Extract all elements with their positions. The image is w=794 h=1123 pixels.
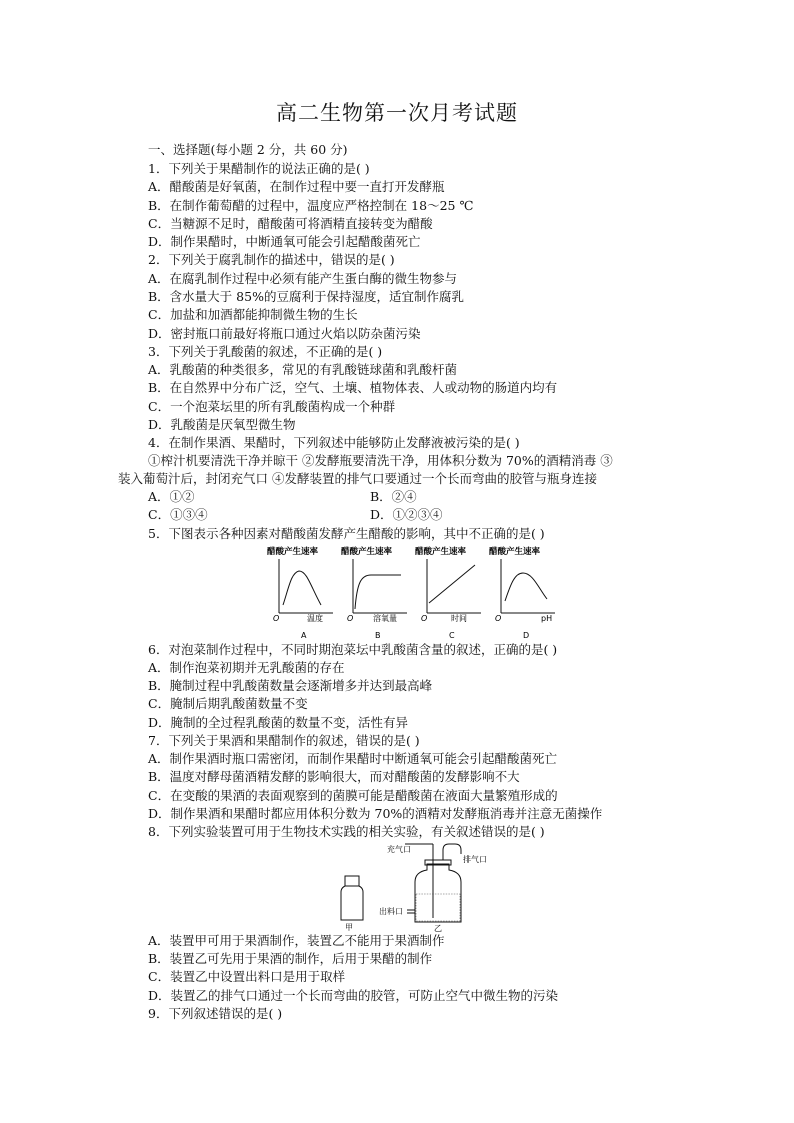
q5-graph-a-xlabel: 温度 (307, 614, 323, 623)
q3-option-a: A．乳酸菌的种类很多，常见的有乳酸链球菌和乳酸杆菌 (148, 362, 458, 377)
q5-graph-a (267, 546, 333, 640)
exam-title: 高二生物第一次月考试题 (276, 101, 518, 125)
section-heading: 一、选择题(每小题 2 分，共 60 分) (148, 142, 348, 157)
q3-stem: 3．下列关于乳酸菌的叙述，不正确的是( ) (148, 344, 383, 359)
q7-option-a: A．制作果酒时瓶口需密闭，而制作果醋时中断通氧可能会引起醋酸菌死亡 (148, 751, 558, 766)
q5-stem: 5．下图表示各种因素对醋酸菌发酵产生醋酸的影响，其中不正确的是( ) (148, 526, 545, 541)
q2-option-b: B．含水量大于 85%的豆腐利于保持湿度，适宜制作腐乳 (148, 289, 464, 304)
q7-stem: 7．下列关于果酒和果醋制作的叙述，错误的是( ) (148, 733, 420, 748)
q2-option-d: D．密封瓶口前最好将瓶口通过火焰以防杂菌污染 (148, 326, 421, 341)
q5-graph-c-ylabel: 醋酸产生速率 (415, 547, 467, 557)
q8-option-b: B．装置乙可先用于果酒的制作，后用于果醋的制作 (148, 951, 433, 966)
q5-graphs-figure (265, 543, 565, 643)
q6-option-d: D．腌制的全过程乳酸菌的数量不变，活性有异 (148, 715, 409, 730)
q2-stem: 2．下列关于腐乳制作的描述中，错误的是( ) (148, 252, 395, 267)
q5-graph-b-xlabel: 溶氧量 (373, 614, 397, 623)
q5-graph-b-letter: B (375, 631, 381, 640)
q5-graph-d-xlabel: pH (541, 614, 553, 623)
q8-stem: 8．下列实验装置可用于生物技术实践的相关实验，有关叙述错误的是( ) (148, 824, 545, 839)
q5-graph-d-letter: D (523, 631, 530, 640)
q1-option-b: B．在制作葡萄醋的过程中，温度应严格控制在 18～25 ℃ (148, 198, 474, 213)
q5-graph-c-xlabel: 时间 (451, 614, 467, 623)
q5-graph-d (489, 546, 555, 640)
q7-option-d: D．制作果酒和果醋时都应用体积分数为 70%的酒精对发酵瓶消毒并注意无菌操作 (148, 806, 603, 821)
q4-statement-line-2: 装入葡萄汁后，封闭充气口 ④发酵装置的排气口要通过一个长而弯曲的胶管与瓶身连接 (118, 471, 597, 486)
inlet-label: 充气口 (387, 845, 411, 854)
q6-option-c: C．腌制后期乳酸菌数量不变 (148, 696, 308, 711)
q5-graph-b-curve (355, 575, 401, 609)
q5-graph-b-ylabel: 醋酸产生速率 (341, 547, 393, 557)
q5-graph-d-ylabel: 醋酸产生速率 (489, 547, 541, 557)
q4-option-a: A．①② (148, 489, 195, 504)
q5-graph-c-letter: C (449, 631, 455, 640)
q1-option-c: C．当糖源不足时，醋酸菌可将酒精直接转变为醋酸 (148, 216, 433, 231)
q1-stem: 1．下列关于果醋制作的说法正确的是( ) (148, 161, 370, 176)
q8-option-d: D．装置乙的排气口通过一个长而弯曲的胶管，可防止空气中微生物的污染 (148, 988, 559, 1003)
bottle-yi (379, 844, 487, 932)
q4-statement-line-1: ①榨汁机要清洗干净并晾干 ②发酵瓶要清洗干净，用体积分数为 70%的酒精消毒 ③ (148, 453, 613, 468)
q5-graph-d-origin: O (495, 614, 502, 623)
q6-stem: 6．对泡菜制作过程中，不同时期泡菜坛中乳酸菌含量的叙述，正确的是( ) (148, 642, 558, 657)
q1-option-a: A．醋酸菌是好氧菌，在制作过程中要一直打开发酵瓶 (148, 179, 445, 194)
outlet-label: 出料口 (379, 907, 403, 916)
bottle-yi-label: 乙 (434, 924, 442, 932)
bottle-jia (341, 876, 363, 932)
q5-graph-a-curve (283, 571, 321, 605)
q8-option-c: C．装置乙中设置出料口是用于取样 (148, 969, 346, 984)
q3-option-c: C．一个泡菜坛里的所有乳酸菌构成一个种群 (148, 399, 396, 414)
q2-option-c: C．加盐和加酒都能抑制微生物的生长 (148, 307, 358, 322)
q8-option-a: A．装置甲可用于果酒制作，装置乙不能用于果酒制作 (148, 933, 445, 948)
q6-option-a: A．制作泡菜初期并无乳酸菌的存在 (148, 660, 345, 675)
bottle-jia-label: 甲 (345, 923, 353, 932)
q3-option-b: B．在自然界中分布广泛，空气、土壤、植物体表、人或动物的肠道内均有 (148, 380, 558, 395)
exhaust-label: 排气口 (463, 855, 487, 864)
q4-stem: 4．在制作果酒、果醋时，下列叙述中能够防止发酵液被污染的是( ) (148, 435, 520, 450)
q8-apparatus-figure (335, 840, 495, 932)
q4-option-d: D．①②③④ (370, 507, 443, 522)
q5-graph-d-curve (505, 573, 547, 601)
q1-option-d: D．制作果醋时，中断通氧可能会引起醋酸菌死亡 (148, 234, 421, 249)
q7-option-b: B．温度对酵母菌酒精发酵的影响很大，而对醋酸菌的发酵影响不大 (148, 769, 520, 784)
q2-option-a: A．在腐乳制作过程中必须有能产生蛋白酶的微生物参与 (148, 271, 458, 286)
q5-graph-b-origin: O (347, 614, 354, 623)
q9-stem: 9．下列叙述错误的是( ) (148, 1006, 283, 1021)
q5-graph-c-curve (429, 565, 475, 603)
q4-option-b: B．②④ (370, 489, 417, 504)
q5-graph-c (415, 546, 481, 640)
q7-option-c: C．在变酸的果酒的表面观察到的菌膜可能是醋酸菌在液面大量繁殖形成的 (148, 788, 558, 803)
q4-option-c: C．①③④ (148, 507, 208, 522)
q5-graph-a-ylabel: 醋酸产生速率 (267, 547, 319, 557)
q6-option-b: B．腌制过程中乳酸菌数量会逐渐增多并达到最高峰 (148, 678, 433, 693)
q5-graph-a-origin: O (273, 614, 280, 623)
q5-graph-b (341, 546, 407, 640)
q5-graph-a-letter: A (301, 631, 307, 640)
q3-option-d: D．乳酸菌是厌氧型微生物 (148, 417, 296, 432)
q5-graph-c-origin: O (421, 614, 428, 623)
